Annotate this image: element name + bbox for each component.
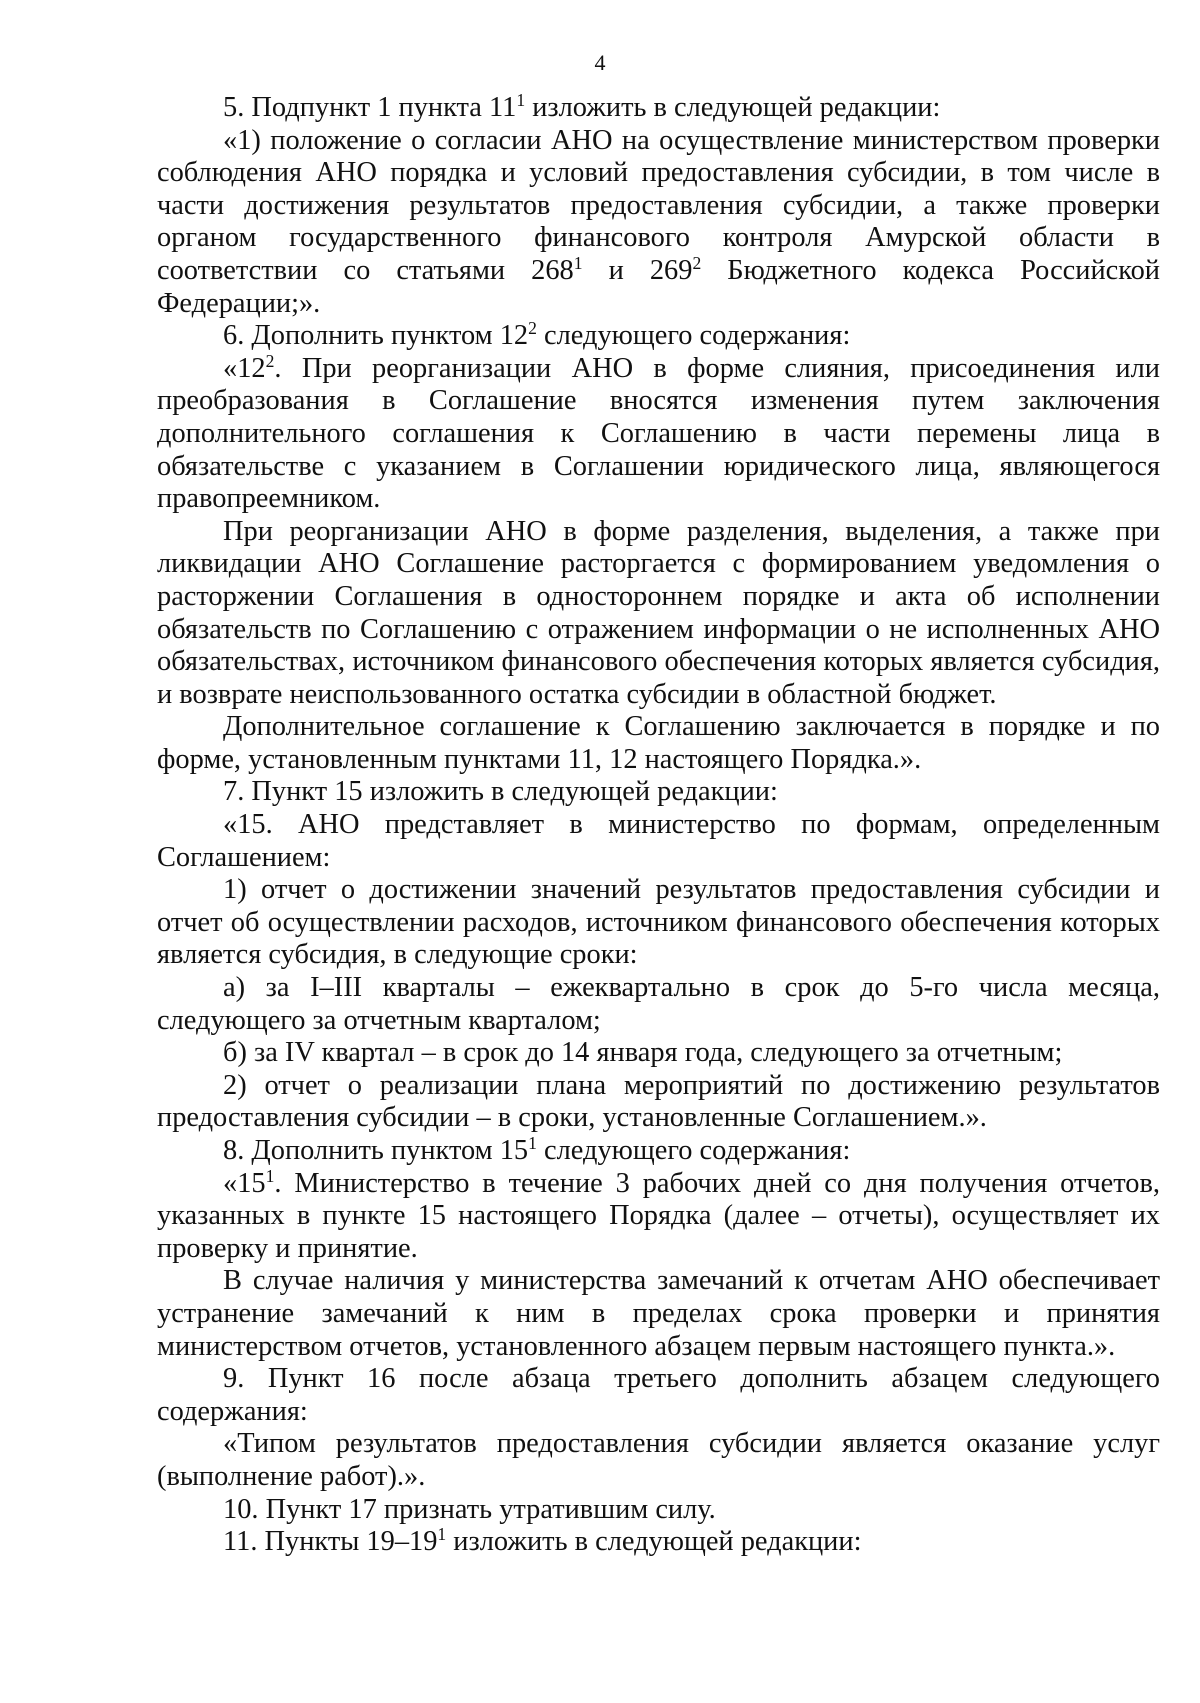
- paragraph: [157, 1165, 1160, 1266]
- paragraph: [157, 776, 1160, 809]
- paragraph-text: 5. Подпункт 1 пункта 11: [223, 92, 517, 123]
- superscript: 1: [528, 1132, 537, 1153]
- paragraph: [157, 350, 1160, 516]
- paragraph: [157, 1070, 1160, 1135]
- paragraph-text: следующего содержания:: [536, 320, 851, 352]
- superscript: 2: [692, 252, 702, 273]
- paragraph-text: . При реорганизации АНО в форме слияния, присоединения или преобразования в Соглашение вносятся изменения путем заключения дополнительного соглашения к Соглашению в части перемены лица в обязательстве с указанием в Соглашении юридического лица, являющегося правопреемником.: [157, 352, 1160, 515]
- paragraph: [157, 1428, 1160, 1493]
- paragraph: [157, 1494, 1160, 1527]
- paragraph-text: 7. Пункт 15 изложить в следующей редакции:: [223, 776, 778, 808]
- superscript: 1: [516, 89, 526, 110]
- paragraph-text: 9. Пункт 16 после абзаца третьего дополнить абзацем следующего содержания:: [157, 1363, 1160, 1427]
- paragraph-text: 8. Дополнить пунктом 15: [223, 1135, 529, 1166]
- paragraph-text: При реорганизации АНО в форме разделения, выделения, а также при ликвидации АНО Соглашение расторгается с формированием уведомления о расторжении Соглашения в одностороннем порядке и акта об исполнении обязательств по Соглашению с отражением информации о не исполненных АНО обязательствах, источником финансового обеспечения которых является субсидия, и возврате неиспользованного остатка субсидии в областной бюджет.: [157, 515, 1160, 710]
- paragraph: [157, 1363, 1160, 1428]
- paragraph-text: следующего содержания:: [536, 1135, 851, 1166]
- superscript: 1: [265, 1165, 275, 1186]
- paragraph-text: «15: [223, 1167, 266, 1199]
- paragraph-text: «12: [223, 352, 266, 384]
- paragraph-text: б) за IV квартал – в срок до 14 января года, следующего за отчетным;: [223, 1037, 1063, 1069]
- paragraph: [157, 317, 1160, 353]
- paragraph: [157, 1132, 1160, 1168]
- paragraph-text: 1) отчет о достижении значений результатов предоставления субсидии и отчет об осуществлении расходов, источником финансового обеспечения которых является субсидия, в следующие сроки:: [157, 874, 1160, 971]
- paragraph-text: изложить в следующей редакции:: [446, 1526, 862, 1558]
- paragraph-text: и 269: [582, 254, 693, 286]
- paragraph-text: 11. Пункты 19–19: [223, 1526, 438, 1558]
- paragraph-text: В случае наличия у министерства замечаний к отчетам АНО обеспечивает устранение замечаний к ним в пределах срока проверки и принятия министерством отчетов, установленного абзацем первым настоящего пункта.».: [157, 1265, 1160, 1362]
- paragraph-text: 10. Пункт 17 признать утратившим силу.: [223, 1493, 716, 1525]
- paragraph-text: «15. АНО представляет в министерство по формам, определенным Соглашением:: [157, 809, 1160, 873]
- paragraph: [157, 1523, 1160, 1559]
- document-body: [157, 89, 1160, 1559]
- paragraph: [157, 516, 1160, 712]
- paragraph-text: . Министерство в течение 3 рабочих дней со дня получения отчетов, указанных в пункте 15 настоящего Порядка (далее – отчеты), осуществляет их проверку и принятие.: [157, 1167, 1160, 1264]
- superscript: 1: [437, 1523, 447, 1544]
- paragraph: [157, 89, 1160, 125]
- paragraph-text: 2) отчет о реализации плана мероприятий по достижению результатов предоставления субсидии – в сроки, установленные Соглашением.».: [157, 1069, 1160, 1134]
- paragraph-text: 6. Дополнить пунктом 12: [223, 320, 529, 352]
- superscript: 2: [528, 317, 537, 338]
- paragraph: [157, 1265, 1160, 1363]
- paragraph: [157, 809, 1160, 874]
- page-number: 4: [594, 50, 606, 75]
- paragraph: [157, 874, 1160, 972]
- paragraph-text: а) за I–III кварталы – ежеквартально в срок до 5-го числа месяца, следующего за отчетным кварталом;: [157, 972, 1160, 1036]
- paragraph: [157, 1037, 1160, 1070]
- superscript: 2: [265, 350, 275, 371]
- paragraph-text: «1) положение о согласии АНО на осуществление министерством проверки соблюдения АНО порядка и условий предоставления субсидии, в том числе в части достижения результатов предоставления субсидии, а также проверки органом государственного финансового контроля Амурской области в соответствии со статьями 268: [157, 124, 1160, 286]
- paragraph: [157, 972, 1160, 1037]
- paragraph-text: «Типом результатов предоставления субсидии является оказание услуг (выполнение работ).».: [157, 1428, 1160, 1492]
- superscript: 1: [573, 252, 583, 273]
- paragraph: [157, 711, 1160, 776]
- paragraph-text: Дополнительное соглашение к Соглашению заключается в порядке и по форме, установленным пунктами 11, 12 настоящего Порядка.».: [157, 711, 1160, 775]
- paragraph: [157, 125, 1160, 321]
- paragraph-text: изложить в следующей редакции:: [525, 92, 941, 123]
- paragraph-text: Бюджетного кодекса Российской Федерации;».: [157, 254, 1160, 319]
